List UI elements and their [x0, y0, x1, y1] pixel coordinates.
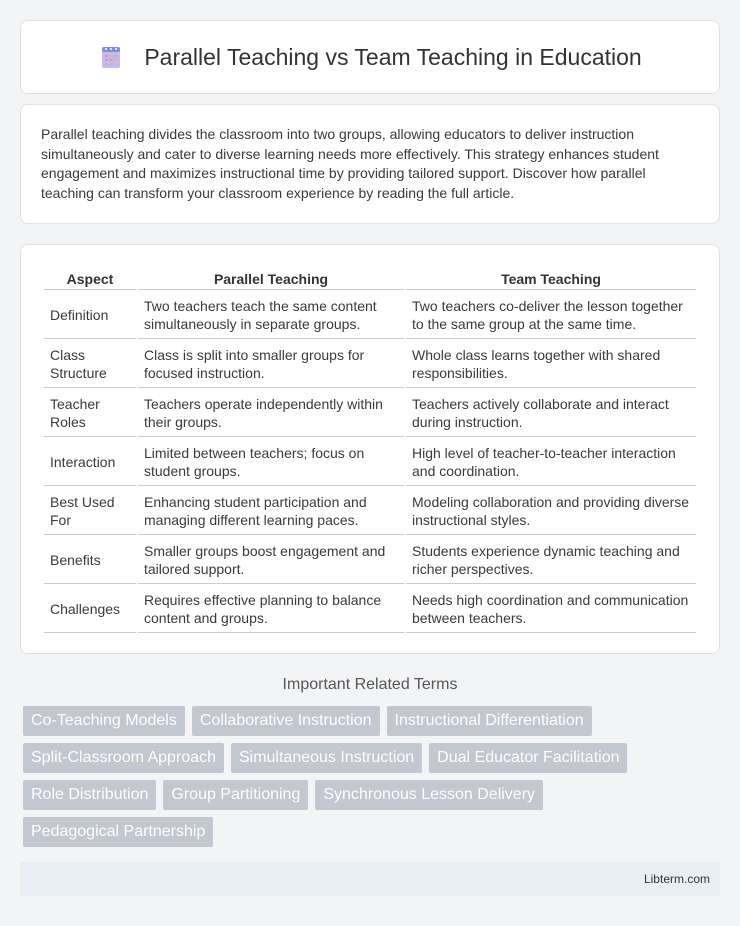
intro-text: Parallel teaching divides the classroom into two groups, allowing educators to deliver instruction simultaneously and cater to diverse learning needs more effectively. This strategy enhances student engagement and maximizes instructional time by providing tailored support. Discover how parallel teaching can transform your classroom experience by reading the full article.	[41, 126, 659, 201]
cell-aspect: Benefits	[44, 537, 136, 584]
related-terms-heading: Important Related Terms	[282, 676, 458, 693]
table-row	[44, 341, 696, 388]
table-row	[44, 488, 696, 535]
header-card	[20, 20, 720, 94]
cell-parallel: Requires effective planning to balance content and groups.	[138, 586, 404, 633]
cell-team: Whole class learns together with shared responsibilities.	[406, 341, 696, 388]
table-row	[44, 537, 696, 584]
footer-site-link[interactable]: Libterm.com	[643, 872, 710, 886]
cell-parallel: Teachers operate independently within their groups.	[138, 390, 404, 437]
cell-team: Students experience dynamic teaching and richer perspectives.	[406, 537, 696, 584]
tag-synchronous-lesson-delivery[interactable]: Synchronous Lesson Delivery	[315, 780, 543, 810]
cell-parallel: Two teachers teach the same content simultaneously in separate groups.	[138, 292, 404, 339]
header	[98, 44, 641, 71]
cell-team: Two teachers co-deliver the lesson together to the same group at the same time.	[406, 292, 696, 339]
header-team: Team Teaching	[406, 267, 696, 290]
cell-parallel: Limited between teachers; focus on student groups.	[138, 439, 404, 486]
related-terms-tags	[23, 706, 663, 847]
cell-team: Needs high coordination and communication between teachers.	[406, 586, 696, 633]
table-row	[44, 390, 696, 437]
tag-instructional-differentiation[interactable]: Instructional Differentiation	[387, 706, 592, 736]
cell-aspect: Interaction	[44, 439, 136, 486]
cell-aspect: Class Structure	[44, 341, 136, 388]
tag-dual-educator-facilitation[interactable]: Dual Educator Facilitation	[429, 743, 627, 773]
cell-aspect: Best Used For	[44, 488, 136, 535]
tag-split-classroom-approach[interactable]: Split-Classroom Approach	[23, 743, 224, 773]
comparison-table	[42, 265, 698, 635]
header-parallel: Parallel Teaching	[138, 267, 404, 290]
cell-aspect: Challenges	[44, 586, 136, 633]
intro-card	[20, 104, 720, 224]
footer	[20, 862, 720, 896]
table-row	[44, 586, 696, 633]
cell-team: Modeling collaboration and providing diverse instructional styles.	[406, 488, 696, 535]
cell-team: High level of teacher-to-teacher interaction and coordination.	[406, 439, 696, 486]
cell-aspect: Teacher Roles	[44, 390, 136, 437]
comparison-card	[20, 244, 720, 654]
table-row	[44, 292, 696, 339]
table-header-row	[44, 267, 696, 290]
tag-pedagogical-partnership[interactable]: Pedagogical Partnership	[23, 817, 213, 847]
header-aspect: Aspect	[44, 267, 136, 290]
table-row	[44, 439, 696, 486]
tag-collaborative-instruction[interactable]: Collaborative Instruction	[192, 706, 380, 736]
cell-aspect: Definition	[44, 292, 136, 339]
cell-team: Teachers actively collaborate and interact during instruction.	[406, 390, 696, 437]
cell-parallel: Smaller groups boost engagement and tailored support.	[138, 537, 404, 584]
cell-parallel: Enhancing student participation and managing different learning paces.	[138, 488, 404, 535]
page-title: Parallel Teaching vs Team Teaching in Education	[144, 43, 642, 70]
tag-co-teaching-models[interactable]: Co-Teaching Models	[23, 706, 185, 736]
cell-parallel: Class is split into smaller groups for focused instruction.	[138, 341, 404, 388]
tag-simultaneous-instruction[interactable]: Simultaneous Instruction	[231, 743, 422, 773]
document-icon	[98, 44, 124, 70]
tag-group-partitioning[interactable]: Group Partitioning	[163, 780, 308, 810]
tag-role-distribution[interactable]: Role Distribution	[23, 780, 156, 810]
